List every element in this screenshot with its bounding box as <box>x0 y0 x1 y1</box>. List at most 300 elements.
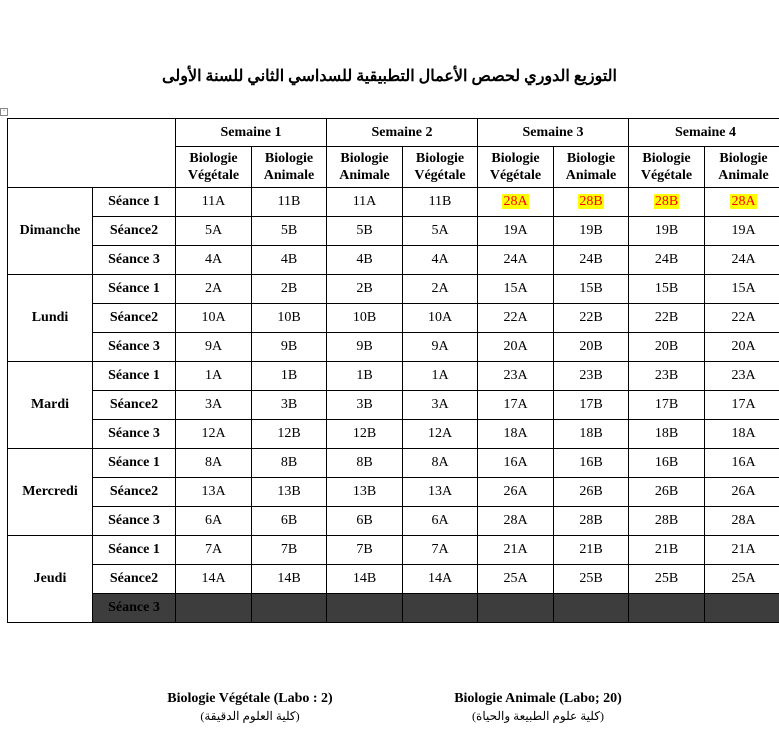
group-cell <box>478 275 554 304</box>
group-value: 17B <box>579 397 603 412</box>
table-row <box>8 449 779 478</box>
group-cell <box>554 594 629 623</box>
group-value: 15B <box>579 281 603 296</box>
group-value: 3A <box>431 397 449 412</box>
group-cell <box>327 449 403 478</box>
group-cell <box>252 507 327 536</box>
group-value: 24B <box>654 252 679 267</box>
table-row <box>8 304 779 333</box>
schedule-table <box>7 118 779 623</box>
footer-left-lab: Biologie Végétale (Labo : 2) <box>167 691 333 706</box>
group-value: 19A <box>731 223 756 238</box>
group-value: 8A <box>431 455 449 470</box>
group-value: 19B <box>654 223 679 238</box>
day-label: Lundi <box>8 275 93 362</box>
session-label: Séance2 <box>93 565 176 594</box>
group-value: 22B <box>579 310 603 325</box>
group-value: 1B <box>356 368 373 383</box>
group-cell <box>403 362 478 391</box>
footer-right <box>428 691 648 724</box>
group-value: 28A <box>731 194 756 209</box>
group-cell <box>403 420 478 449</box>
subject-line-2: Animale <box>263 168 315 183</box>
group-cell <box>705 246 779 275</box>
group-cell <box>403 594 478 623</box>
document-title: التوزيع الدوري لحصص الأعمال التطبيقية للسداسي الثاني للسنة الأولى <box>162 68 617 85</box>
group-cell <box>705 362 779 391</box>
week-header: Semaine 1 <box>176 119 327 147</box>
group-value: 2B <box>280 281 298 296</box>
group-cell <box>705 478 779 507</box>
group-cell <box>478 565 554 594</box>
subject-header <box>554 147 629 188</box>
group-cell <box>327 304 403 333</box>
group-cell <box>478 449 554 478</box>
group-cell <box>478 594 554 623</box>
group-cell <box>327 391 403 420</box>
group-cell <box>403 507 478 536</box>
group-cell <box>478 188 554 217</box>
group-value: 23A <box>503 368 528 383</box>
group-value: 8B <box>280 455 298 470</box>
group-cell <box>327 507 403 536</box>
subject-header <box>252 147 327 188</box>
session-label: Séance 1 <box>93 362 176 391</box>
group-cell <box>252 188 327 217</box>
group-cell <box>403 246 478 275</box>
group-value: 15B <box>654 281 679 296</box>
group-cell <box>176 217 252 246</box>
group-cell <box>629 507 705 536</box>
group-value: 13B <box>352 484 377 499</box>
group-cell <box>629 536 705 565</box>
group-value: 23A <box>731 368 756 383</box>
group-cell <box>705 188 779 217</box>
group-value: 5A <box>204 223 223 238</box>
group-cell <box>327 420 403 449</box>
group-value: 1A <box>204 368 223 383</box>
day-label: Jeudi <box>8 536 93 623</box>
group-value: 22B <box>654 310 679 325</box>
group-value: 9A <box>431 339 449 354</box>
group-value: 17A <box>503 397 528 412</box>
group-value: 23B <box>579 368 603 383</box>
group-value: 3A <box>204 397 223 412</box>
group-value: 9B <box>280 339 298 354</box>
group-value: 13A <box>427 484 453 499</box>
subject-header <box>327 147 403 188</box>
subject-header <box>478 147 554 188</box>
session-label: Séance 1 <box>93 449 176 478</box>
group-cell <box>252 536 327 565</box>
group-cell <box>176 420 252 449</box>
group-cell <box>327 536 403 565</box>
group-value: 9B <box>356 339 373 354</box>
group-value: 7A <box>204 542 223 557</box>
group-value: 26B <box>654 484 679 499</box>
group-cell <box>554 275 629 304</box>
group-value: 21A <box>731 542 756 557</box>
group-cell <box>478 536 554 565</box>
group-cell <box>252 275 327 304</box>
group-cell <box>478 333 554 362</box>
group-value: 13A <box>201 484 226 499</box>
group-value: 26A <box>731 484 756 499</box>
group-cell <box>705 594 779 623</box>
group-cell <box>327 188 403 217</box>
day-label: Dimanche <box>8 188 93 275</box>
group-cell <box>554 507 629 536</box>
group-cell <box>478 507 554 536</box>
subject-line-1: Biologie <box>415 151 465 166</box>
table-row <box>8 478 779 507</box>
group-value: 1B <box>280 368 298 383</box>
group-value: 5A <box>431 223 449 238</box>
footer-left-faculty: (كلية العلوم الدقيقة) <box>200 709 300 723</box>
table-row <box>8 217 779 246</box>
group-cell <box>327 478 403 507</box>
group-value: 14B <box>277 571 301 586</box>
group-value: 10B <box>277 310 301 325</box>
group-cell <box>403 188 478 217</box>
group-cell <box>554 565 629 594</box>
group-value: 26A <box>503 484 528 499</box>
group-cell <box>478 304 554 333</box>
group-cell <box>629 275 705 304</box>
subject-line-1: Biologie <box>719 151 768 166</box>
session-label: Séance2 <box>93 478 176 507</box>
group-value: 5B <box>356 223 373 238</box>
group-value: 12A <box>201 426 226 441</box>
group-value: 25A <box>503 571 528 586</box>
group-cell <box>629 188 705 217</box>
group-cell <box>629 449 705 478</box>
group-value: 4B <box>356 252 373 267</box>
subject-line-1: Biologie <box>642 151 691 166</box>
session-label: Séance 3 <box>93 594 176 623</box>
subject-line-2: Animale <box>339 168 390 183</box>
subject-line-1: Biologie <box>189 151 238 166</box>
group-cell <box>252 478 327 507</box>
table-row <box>8 594 779 623</box>
group-value: 11B <box>428 194 452 209</box>
group-value: 13B <box>277 484 301 499</box>
group-cell <box>705 333 779 362</box>
group-cell <box>554 536 629 565</box>
group-cell <box>176 565 252 594</box>
group-value: 12B <box>352 426 377 441</box>
group-cell <box>252 246 327 275</box>
group-value: 28A <box>503 513 528 528</box>
group-value: 11B <box>277 194 301 209</box>
group-value: 25B <box>579 571 603 586</box>
group-value: 20A <box>731 339 756 354</box>
group-value: 19B <box>579 223 603 238</box>
group-cell <box>554 304 629 333</box>
table-row <box>8 391 779 420</box>
group-cell <box>629 304 705 333</box>
group-value: 24A <box>503 252 528 267</box>
footer-right-lab: Biologie Animale (Labo; 20) <box>454 691 622 706</box>
group-cell <box>403 275 478 304</box>
group-cell <box>554 391 629 420</box>
session-label: Séance2 <box>93 304 176 333</box>
group-value: 17B <box>654 397 679 412</box>
group-cell <box>252 565 327 594</box>
group-value: 18A <box>731 426 756 441</box>
group-value: 25B <box>654 571 679 586</box>
group-cell <box>403 217 478 246</box>
table-row <box>8 188 779 217</box>
group-cell <box>327 275 403 304</box>
group-value: 3B <box>356 397 373 412</box>
group-cell <box>176 594 252 623</box>
group-cell <box>554 333 629 362</box>
group-cell <box>327 246 403 275</box>
subject-line-2: Végétale <box>640 168 693 183</box>
session-label: Séance 1 <box>93 275 176 304</box>
group-value: 28B <box>579 513 603 528</box>
subject-header <box>176 147 252 188</box>
group-value: 8B <box>356 455 373 470</box>
subject-line-1: Biologie <box>340 151 389 166</box>
session-label: Séance 3 <box>93 420 176 449</box>
group-cell <box>478 246 554 275</box>
group-cell <box>403 449 478 478</box>
group-value: 15A <box>503 281 528 296</box>
group-cell <box>629 246 705 275</box>
group-value: 20B <box>654 339 679 354</box>
group-cell <box>327 217 403 246</box>
group-value: 16B <box>579 455 603 470</box>
group-value: 28B <box>654 194 679 209</box>
group-cell <box>327 333 403 362</box>
group-value: 20A <box>503 339 528 354</box>
group-cell <box>478 362 554 391</box>
group-cell <box>176 536 252 565</box>
group-value: 3B <box>280 397 298 412</box>
session-label: Séance 3 <box>93 246 176 275</box>
group-value: 15A <box>731 281 756 296</box>
group-cell <box>176 188 252 217</box>
table-row <box>8 507 779 536</box>
group-value: 28B <box>654 513 679 528</box>
group-cell <box>176 449 252 478</box>
subject-line-2: Végétale <box>187 168 240 183</box>
group-cell <box>554 246 629 275</box>
table-anchor-icon[interactable]: + <box>0 108 8 116</box>
group-value: 28A <box>503 194 528 209</box>
group-value: 24A <box>731 252 756 267</box>
group-cell <box>705 304 779 333</box>
group-cell <box>176 333 252 362</box>
week-header: Semaine 4 <box>629 119 779 147</box>
group-cell <box>554 449 629 478</box>
group-value: 28B <box>579 194 603 209</box>
session-label: Séance 3 <box>93 333 176 362</box>
group-cell <box>629 565 705 594</box>
group-cell <box>629 391 705 420</box>
table-row <box>8 333 779 362</box>
group-value: 12A <box>427 426 453 441</box>
table-row <box>8 536 779 565</box>
group-cell <box>478 217 554 246</box>
group-value: 23B <box>654 368 679 383</box>
group-value: 14A <box>427 571 453 586</box>
group-value: 18B <box>654 426 679 441</box>
subject-line-1: Biologie <box>264 151 314 166</box>
group-value: 2A <box>431 281 449 296</box>
subject-line-2: Animale <box>718 168 769 183</box>
footer-left <box>140 691 360 724</box>
group-cell <box>176 304 252 333</box>
week-header: Semaine 3 <box>478 119 629 147</box>
group-value: 2B <box>356 281 373 296</box>
group-value: 14A <box>201 571 226 586</box>
group-cell <box>327 594 403 623</box>
group-value: 11A <box>352 194 377 209</box>
footer-right-faculty: (كلية علوم الطبيعة والحياة) <box>472 709 604 723</box>
group-cell <box>705 536 779 565</box>
group-cell <box>327 565 403 594</box>
group-cell <box>478 420 554 449</box>
group-value: 25A <box>731 571 756 586</box>
group-value: 22A <box>503 310 528 325</box>
group-value: 2A <box>204 281 223 296</box>
subject-line-1: Biologie <box>566 151 616 166</box>
session-label: Séance2 <box>93 391 176 420</box>
subject-line-2: Végétale <box>414 168 466 183</box>
table-row <box>8 246 779 275</box>
group-value: 16A <box>503 455 528 470</box>
session-label: Séance2 <box>93 217 176 246</box>
session-label: Séance 1 <box>93 536 176 565</box>
group-value: 22A <box>731 310 756 325</box>
group-cell <box>705 565 779 594</box>
group-value: 19A <box>503 223 528 238</box>
group-cell <box>554 217 629 246</box>
group-value: 20B <box>579 339 603 354</box>
group-cell <box>403 565 478 594</box>
group-cell <box>176 362 252 391</box>
group-cell <box>176 507 252 536</box>
group-cell <box>554 362 629 391</box>
group-cell <box>403 304 478 333</box>
group-cell <box>554 420 629 449</box>
group-cell <box>403 391 478 420</box>
group-cell <box>629 362 705 391</box>
group-cell <box>327 362 403 391</box>
group-value: 21B <box>579 542 603 557</box>
group-cell <box>176 478 252 507</box>
group-value: 11A <box>201 194 226 209</box>
group-cell <box>705 507 779 536</box>
group-cell <box>629 594 705 623</box>
group-cell <box>403 536 478 565</box>
group-value: 21A <box>503 542 528 557</box>
group-value: 4A <box>431 252 449 267</box>
session-label: Séance 1 <box>93 188 176 217</box>
group-value: 4A <box>204 252 223 267</box>
group-cell <box>554 188 629 217</box>
group-cell <box>705 420 779 449</box>
group-value: 6B <box>356 513 373 528</box>
group-cell <box>176 246 252 275</box>
session-label: Séance 3 <box>93 507 176 536</box>
group-value: 5B <box>280 223 298 238</box>
group-cell <box>705 217 779 246</box>
week-header: Semaine 2 <box>327 119 478 147</box>
group-value: 8A <box>204 455 223 470</box>
subject-header <box>629 147 705 188</box>
group-cell <box>705 275 779 304</box>
day-label: Mardi <box>8 362 93 449</box>
group-cell <box>478 391 554 420</box>
group-cell <box>403 333 478 362</box>
group-value: 10A <box>201 310 226 325</box>
group-value: 7B <box>356 542 373 557</box>
table-row <box>8 420 779 449</box>
group-cell <box>629 217 705 246</box>
subject-header <box>705 147 779 188</box>
group-value: 18A <box>503 426 528 441</box>
week-header-row <box>8 119 779 147</box>
group-cell <box>176 391 252 420</box>
group-value: 7B <box>280 542 298 557</box>
group-cell <box>705 449 779 478</box>
group-cell <box>252 449 327 478</box>
group-value: 12B <box>277 426 301 441</box>
group-value: 6B <box>280 513 298 528</box>
corner-cell <box>8 119 176 188</box>
group-value: 4B <box>280 252 298 267</box>
group-cell <box>252 362 327 391</box>
group-value: 21B <box>654 542 679 557</box>
group-value: 28A <box>731 513 756 528</box>
group-cell <box>554 478 629 507</box>
group-value: 9A <box>204 339 223 354</box>
group-value: 7A <box>431 542 449 557</box>
group-cell <box>629 333 705 362</box>
group-value: 24B <box>579 252 603 267</box>
group-cell <box>629 478 705 507</box>
group-cell <box>705 391 779 420</box>
subject-header <box>403 147 478 188</box>
table-row <box>8 275 779 304</box>
group-value: 6A <box>431 513 449 528</box>
group-cell <box>252 420 327 449</box>
subject-line-2: Végétale <box>489 168 542 183</box>
subject-line-2: Animale <box>565 168 617 183</box>
group-cell <box>252 333 327 362</box>
group-cell <box>252 594 327 623</box>
day-label: Mercredi <box>8 449 93 536</box>
table-row <box>8 362 779 391</box>
group-cell <box>252 304 327 333</box>
group-value: 1A <box>431 368 449 383</box>
group-value: 16B <box>654 455 679 470</box>
group-value: 14B <box>352 571 377 586</box>
group-cell <box>403 478 478 507</box>
group-value: 10A <box>427 310 453 325</box>
group-cell <box>176 275 252 304</box>
group-value: 18B <box>579 426 603 441</box>
group-value: 17A <box>731 397 756 412</box>
subject-line-1: Biologie <box>491 151 540 166</box>
group-value: 16A <box>731 455 756 470</box>
table-row <box>8 565 779 594</box>
group-value: 6A <box>204 513 223 528</box>
